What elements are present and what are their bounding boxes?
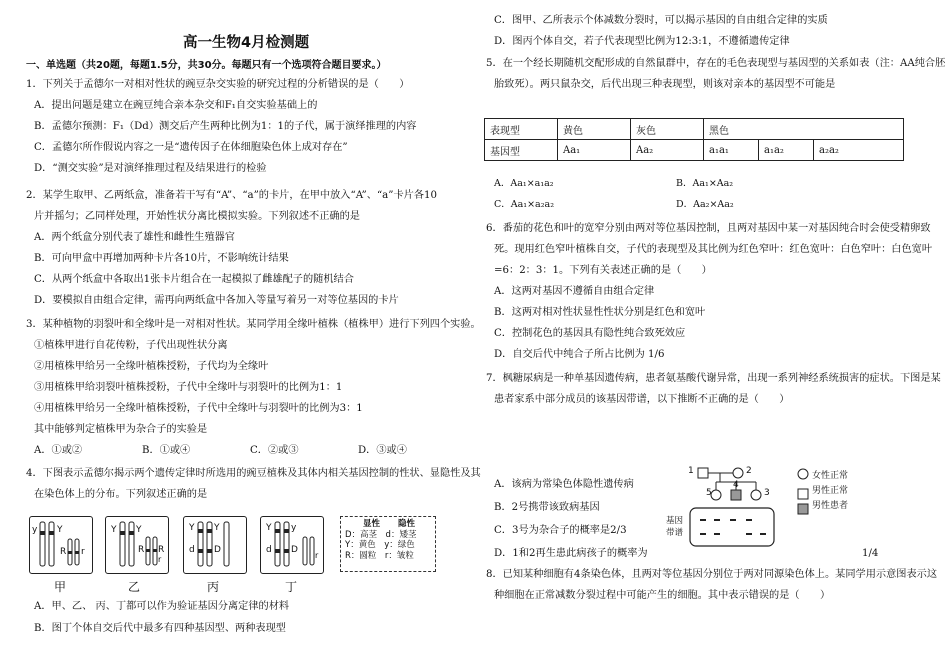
q2-option-c: C．从两个纸盒中各取出1张卡片组合在一起模拟了雌雄配子的随机结合 [34, 274, 354, 285]
q8-stem-line1: 8．已知某种细胞有4条染色体，且两对等位基因分别位于两对同源染色体上。某同学用示意图表示这 [486, 569, 938, 580]
q4-option-a: A．甲、乙、 丙、丁都可以作为验证基因分离定律的材料 [34, 601, 290, 612]
q2-stem-line2: 片并摇匀；乙同样处理，开始性状分离比模拟实验。下列叙述不正确的是 [34, 211, 360, 222]
band-label: 带谱 [666, 528, 684, 538]
figure-legend [340, 516, 436, 572]
gene-label: Y [266, 523, 272, 533]
q5-stem-line2: 胎致死）。两只鼠杂交，后代出现三种表现型，则该对亲本的基因型不可能是 [494, 79, 836, 90]
q3-option-a: A．①或② [34, 445, 83, 456]
table-cell: a₂a₂ [814, 140, 904, 161]
q3-option-c: C．②或③ [250, 445, 299, 456]
q7-option-c: C．3号为杂合子的概率是2/3 [494, 525, 627, 536]
pedigree-number: 4 [733, 480, 739, 490]
table-cell: 黄色 [558, 119, 631, 140]
gene-label: Y [111, 525, 117, 535]
q4-option-d: D．图丙个体自交，若子代表现型比例为12:3:1，不遵循遗传定律 [494, 36, 790, 47]
q1-option-d: D．“测交实验”是对演绎推理过程及结果进行的检验 [34, 163, 267, 174]
q1-option-c: C．孟德尔所作假说内容之一是“遗传因子在体细胞染色体上成对存在” [34, 142, 348, 153]
gene-label: r [315, 551, 319, 560]
section-heading: 一、单选题（共20题，每题1.5分，共30分。每题只有一个选项符合题目要求。） [26, 60, 387, 71]
q5-option-a: A．Aa₁×a₁a₂ [494, 178, 554, 189]
legend-row: Y：黄色 y：绿色 [345, 540, 415, 550]
table-cell: a₁a₂ [759, 140, 814, 161]
q6-option-a: A．这两对基因不遵循自由组合定律 [494, 286, 655, 297]
genotype-table [484, 118, 904, 161]
table-cell: Aa₂ [631, 140, 704, 161]
q6-stem-line2: 死。现用红色窄叶植株自交，子代的表现型及其比例为红色窄叶：红色宽叶：白色窄叶：白色宽叶 [494, 244, 933, 255]
q6-stem-line3: =6：2：3：1。下列有关表述正确的是（ ） [494, 265, 712, 276]
gene-label: y [32, 525, 38, 535]
legend-heading-dominant: 显性 [363, 519, 381, 529]
q7-option-b: B．2号携带该致病基因 [494, 502, 600, 513]
q3-statement-2: ②用植株甲给另一全缘叶植株授粉，子代均为全缘叶 [34, 361, 269, 372]
q6-option-c: C．控制花色的基因具有隐性纯合致死效应 [494, 328, 686, 339]
figure-box-bing [183, 516, 247, 574]
q7-option-d: D．1和2再生患此病孩子的概率为 [494, 548, 648, 559]
legend-male-affected: 男性患者 [812, 501, 849, 511]
q4-option-c: C．图甲、乙所表示个体减数分裂时，可以揭示基因的自由组合定律的实质 [494, 15, 828, 26]
q3-option-d: D．③或④ [358, 445, 407, 456]
band-label: 基因 [666, 516, 684, 526]
figure-label-yi: 乙 [128, 580, 141, 594]
q2-stem-line1: 2．某学生取甲、乙两纸盒，准备若干写有“A”、“a”的卡片，在甲中放入“A”、“a”卡片各10 [26, 190, 437, 201]
gene-label: R [138, 545, 145, 555]
table-header-cell: 表现型 [485, 119, 558, 140]
table-row [485, 119, 904, 140]
gene-label: Y [189, 523, 195, 533]
pedigree-figure [660, 462, 910, 554]
page-title: 高一生物4月检测题 [183, 35, 310, 51]
gene-label: r [158, 555, 162, 564]
table-row [485, 140, 904, 161]
pedigree-number: 2 [746, 466, 752, 476]
table-cell: 灰色 [631, 119, 704, 140]
q7-stem-line1: 7．枫糖尿病是一种单基因遗传病，患者氨基酸代谢异常，出现一系列神经系统损害的症状。下图是某 [486, 373, 941, 384]
legend-female-normal: 女性正常 [812, 471, 849, 481]
q1-stem: 1．下列关于孟德尔一对相对性状的豌豆杂交实验的研究过程的分析错误的是（ ） [26, 79, 410, 90]
figure-label-jia: 甲 [54, 580, 67, 594]
pedigree-number: 1 [688, 466, 694, 476]
q2-option-a: A．两个纸盒分别代表了雄性和雌性生殖器官 [34, 232, 235, 243]
legend-row: D：高茎 d：矮茎 [345, 529, 417, 540]
q7-stem-line2: 患者家系中部分成员的该基因带谱，以下推断不正确的是（ ） [494, 394, 790, 405]
pedigree-number: 3 [764, 488, 770, 498]
gene-label: R [60, 547, 67, 557]
q8-stem-line2: 种细胞在正常减数分裂过程中可能产生的细胞。其中表示错误的是（ ） [494, 590, 831, 601]
gene-label: Y [214, 523, 220, 533]
gene-label: d [189, 545, 195, 555]
q4-option-b: B．图丁个体自交后代中最多有四种基因型、两种表现型 [34, 623, 286, 634]
q5-option-c: C．Aa₁×a₂a₂ [494, 199, 555, 210]
figure-label-bing: 丙 [207, 580, 220, 594]
gene-label: d [266, 545, 272, 555]
q6-option-b: B．这两对相对性状显性性状分别是红色和宽叶 [494, 307, 706, 318]
gene-label: y [291, 523, 297, 533]
legend-heading-recessive: 隐性 [398, 519, 416, 529]
gene-label: Y [57, 525, 63, 535]
figure-box-yi [105, 516, 169, 574]
q5-stem-line1: 5．在一个经长期随机交配形成的自然鼠群中，存在的毛色表现型与基因型的关系如表（注：AA纯合胚 [486, 58, 946, 69]
q3-statement-1: ①植株甲进行自花传粉，子代出现性状分离 [34, 340, 228, 351]
q4-stem-line1: 4．下图表示孟德尔揭示两个遗传定律时所选用的豌豆植株及其体内相关基因控制的性状、显隐性及其 [26, 468, 481, 479]
q3-statement-4: ④用植株甲给另一全缘叶植株授粉，子代中全缘叶与羽裂叶的比例为3：1 [34, 403, 363, 414]
gene-label: D [214, 545, 221, 555]
q3-statement-3: ③用植株甲给羽裂叶植株授粉，子代中全缘叶与羽裂叶的比例为1：1 [34, 382, 343, 393]
pedigree-diagram [660, 462, 910, 554]
legend-male-normal: 男性正常 [812, 486, 849, 496]
q3-option-b: B．①或④ [142, 445, 191, 456]
figure-label-ding: 丁 [285, 580, 298, 594]
gene-label: D [291, 545, 298, 555]
q2-option-d: D．要模拟自由组合定律，需再向两纸盒中各加入等量写着另一对等位基因的卡片 [34, 295, 399, 306]
q1-option-b: B．孟德尔预测：F₁（Dd）测交后产生两种比例为1：1的子代，属于演绎推理的内容 [34, 121, 417, 132]
gene-label: r [81, 547, 85, 557]
gene-label: Y [136, 525, 142, 535]
figure-box-ding [260, 516, 324, 574]
q5-option-b: B．Aa₁×Aa₂ [676, 178, 734, 189]
figure-box-jia [29, 516, 93, 574]
q5-option-d: D．Aa₂×Aa₂ [676, 199, 734, 210]
pedigree-number: 5 [706, 488, 712, 498]
q2-option-b: B．可向甲盒中再增加两种卡片各10片，不影响统计结果 [34, 253, 289, 264]
table-cell: 黑色 [704, 119, 904, 140]
legend-row: R：圆粒 r：皱粒 [345, 550, 414, 561]
q6-option-d: D．自交后代中纯合子所占比例为 1/6 [494, 349, 665, 360]
q7-option-d-value: 1/4 [862, 548, 879, 559]
q3-question: 其中能够判定植株甲为杂合子的实验是 [34, 424, 208, 435]
q6-stem-line1: 6．番茄的花色和叶的宽窄分别由两对等位基因控制，且两对基因中某一对基因纯合时会使受精卵致 [486, 223, 931, 234]
table-cell: a₁a₁ [704, 140, 759, 161]
table-cell: Aa₁ [558, 140, 631, 161]
q3-stem: 3．某种植物的羽裂叶和全缘叶是一对相对性状。某同学用全缘叶植株（植株甲）进行下列四个实验。 [26, 319, 481, 330]
gene-label: R [158, 545, 165, 555]
q1-option-a: A．提出问题是建立在豌豆纯合亲本杂交和F₁自交实验基础上的 [34, 100, 318, 111]
table-header-cell: 基因型 [485, 140, 558, 161]
q4-stem-line2: 在染色体上的分布。下列叙述正确的是 [34, 489, 208, 500]
q7-option-a: A．该病为常染色体隐性遗传病 [494, 479, 634, 490]
